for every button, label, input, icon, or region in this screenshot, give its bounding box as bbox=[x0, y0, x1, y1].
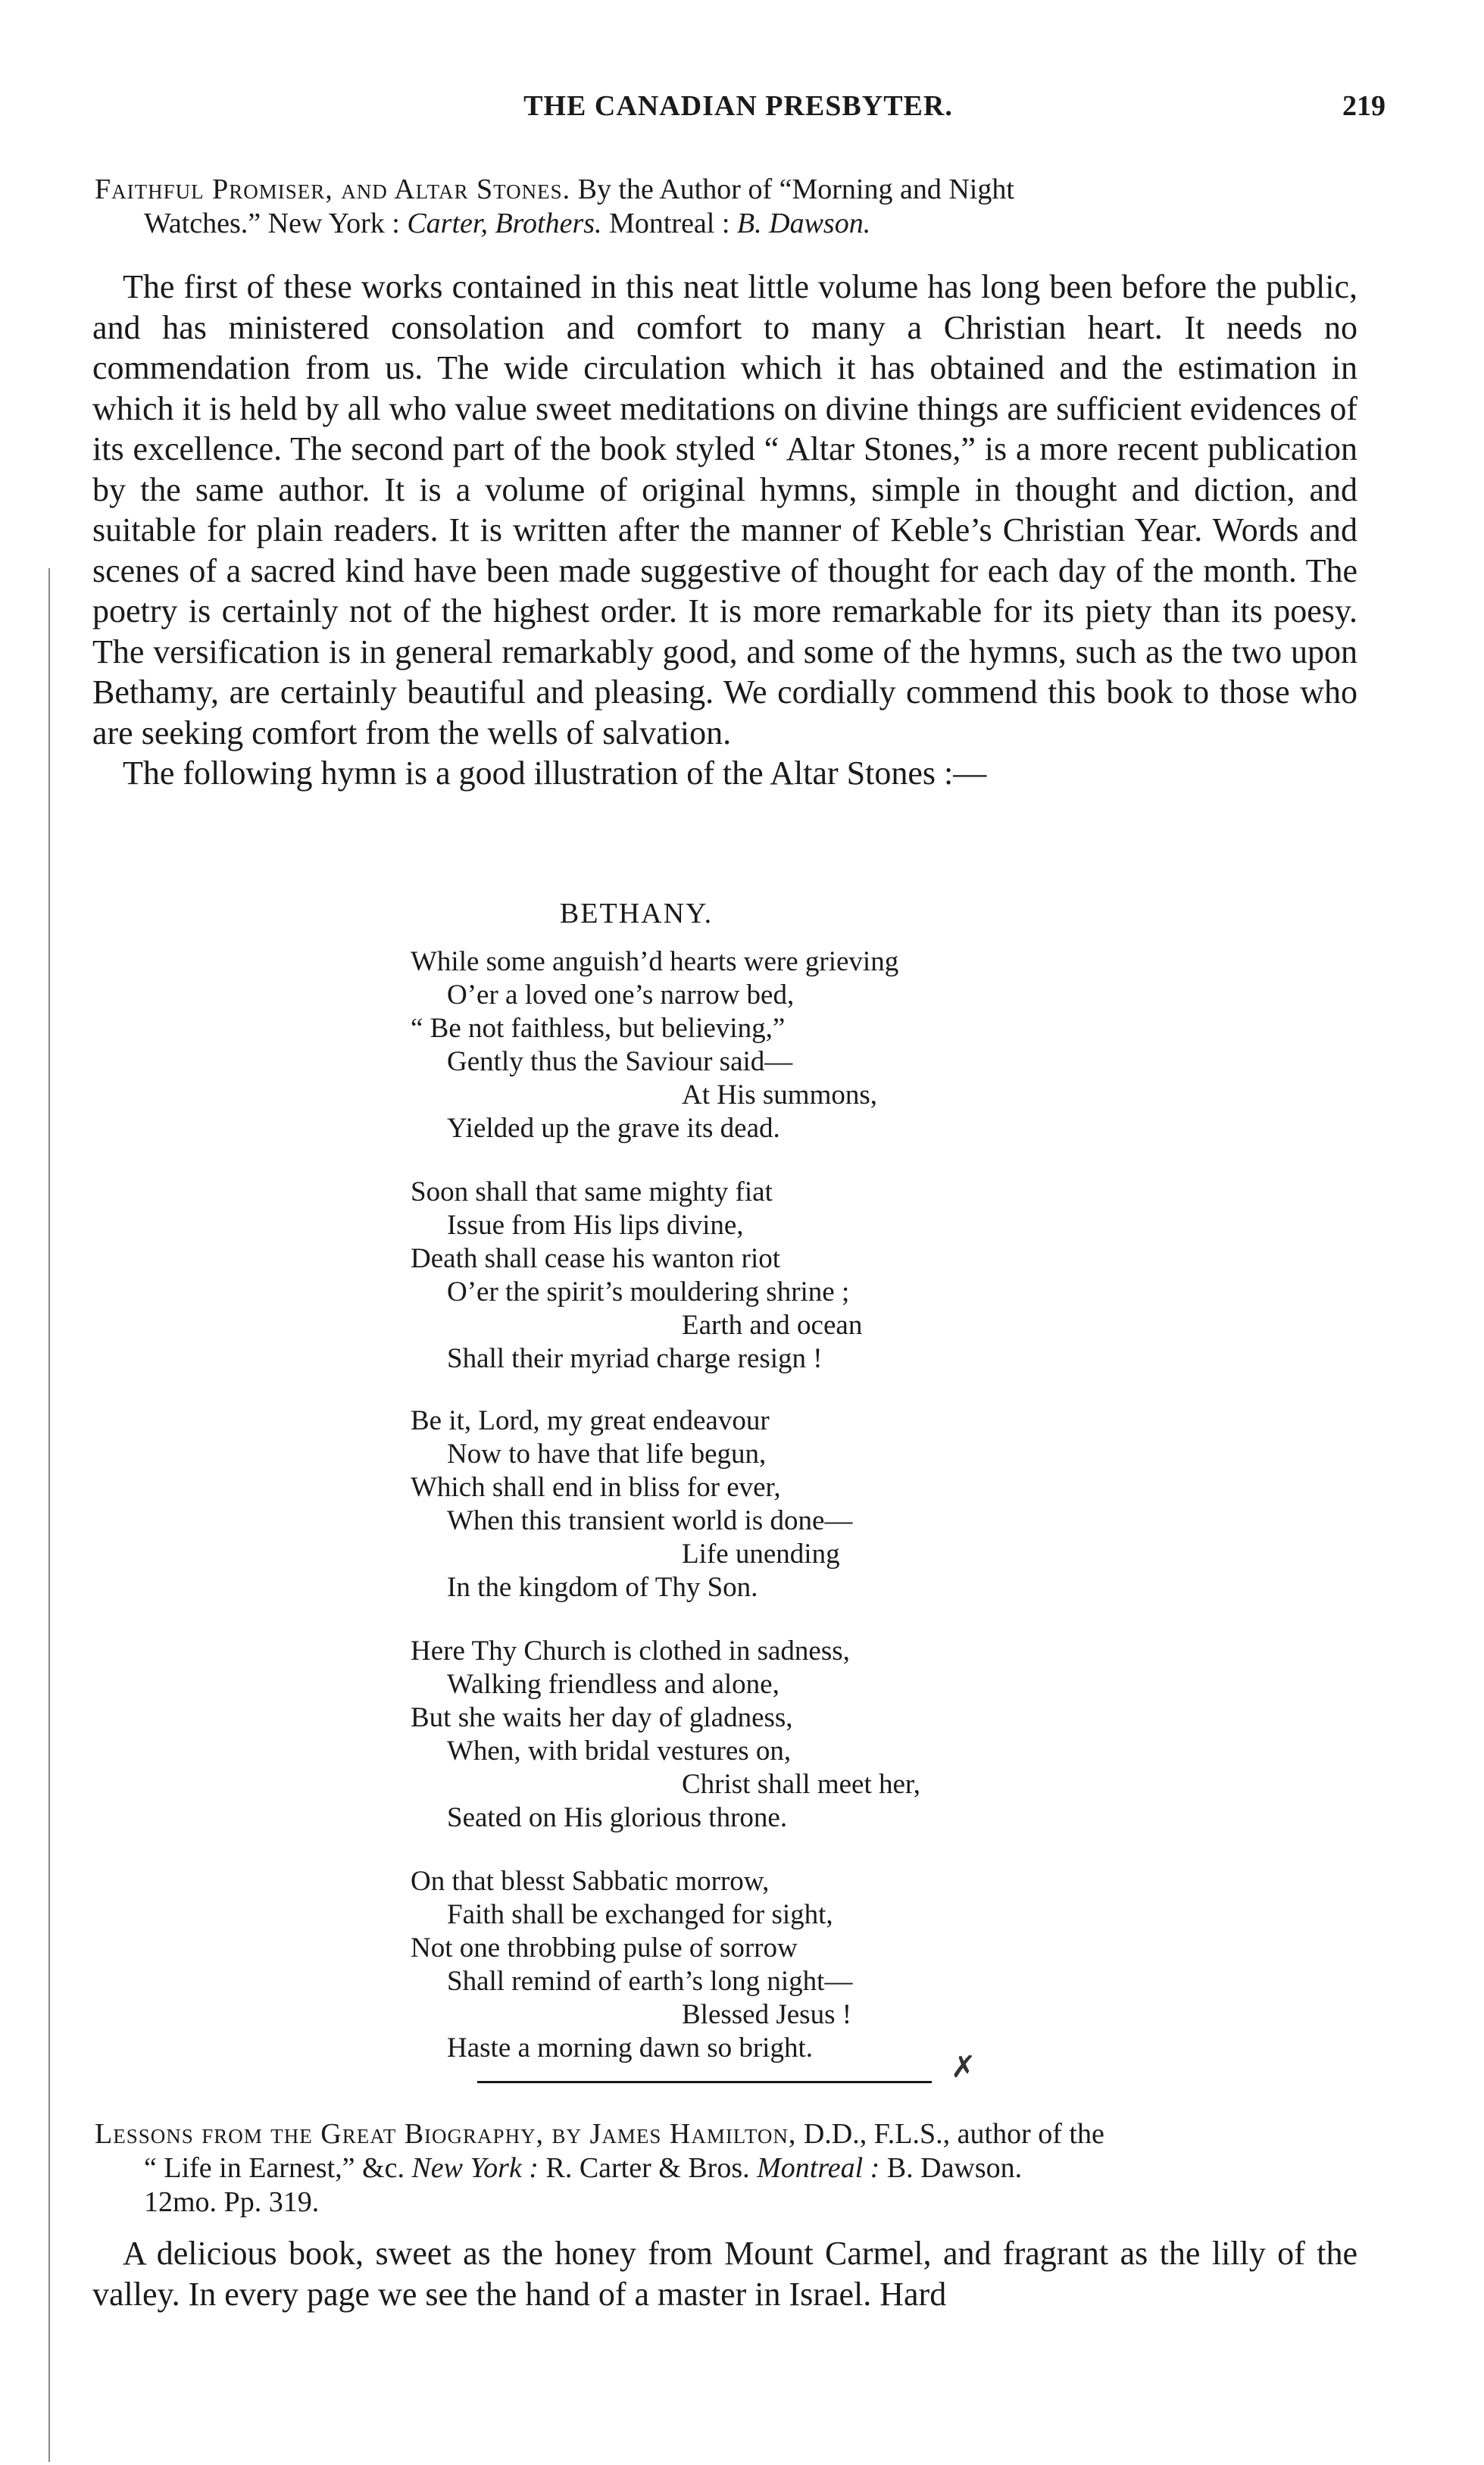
book-title-2: Lessons from the Great Biography, by James Hamilton, bbox=[95, 2118, 797, 2150]
book-title-1: Faithful Promiser, and Altar Stones. bbox=[95, 173, 571, 205]
binding-edge-line bbox=[48, 568, 50, 2462]
poem-line: Blessed Jesus ! bbox=[682, 1999, 852, 2030]
poem-line: “ Be not faithless, but believing,” bbox=[411, 1013, 786, 1044]
poem-line: Gently thus the Saviour said— bbox=[447, 1046, 793, 1077]
poem-line: Not one throbbing pulse of sorrow bbox=[411, 1932, 798, 1964]
poem-line: Shall remind of earth’s long night— bbox=[447, 1966, 853, 1997]
publication-place-1: Watches.” New York : bbox=[144, 207, 400, 239]
review-heading-2 bbox=[95, 2117, 1356, 2219]
poem-line: But she waits her day of gladness, bbox=[411, 1702, 793, 1733]
review-heading-1-line-2 bbox=[95, 207, 1356, 241]
review-heading-2-line-1 bbox=[95, 2117, 1356, 2151]
poem-line: Issue from His lips divine, bbox=[447, 1210, 744, 1241]
review-heading-1-line-1 bbox=[95, 173, 1356, 207]
poem-stanza-4 bbox=[411, 1635, 1092, 1835]
review-1-paragraph: The first of these works contained in this neat little volume has long been before the public, and has ministered consolation and comfort to many a Christian heart. It needs no commendation from us. The wide circulation which it has obtained and the estimation in which it is held by all who value sweet meditations on divine things are sufficient evidences of its excellence. The second part of the book styled “ Altar Stones,” is a more recent publication by the same author. It is a volume of original hymns, simple in thought and diction, and suitable for plain readers. It is written after the manner of Keble’s Christian Year. Words and scenes of a sacred kind have been made suggestive of thought for each day of the month. The poetry is certainly not of the highest order. It is more remarkable for its piety than its poesy. The versification is in general remarkably good, and some of the hymns, such as the two upon Bethamy, are certainly beautiful and pleasing. We cordially commend this book to those who are seeking comfort from the wells of salvation. bbox=[92, 268, 1357, 751]
poem-line: Shall their myriad charge resign ! bbox=[447, 1343, 823, 1374]
review-heading-1 bbox=[95, 173, 1356, 241]
publication-place-2: Montreal : bbox=[609, 207, 730, 239]
running-title: THE CANADIAN PRESBYTER. bbox=[523, 90, 953, 122]
author-credit: “ Life in Earnest,” &c. bbox=[144, 2151, 405, 2184]
poem-line: In the kingdom of Thy Son. bbox=[447, 1572, 758, 1603]
book-author-1: By the Author of “Morning and Night bbox=[577, 173, 1014, 205]
poem-line: Death shall cease his wanton riot bbox=[411, 1243, 781, 1274]
poem-line: Here Thy Church is clothed in sadness, bbox=[411, 1636, 850, 1667]
poem-line: Earth and ocean bbox=[682, 1310, 863, 1341]
review-heading-2-line-2 bbox=[95, 2151, 1356, 2185]
review-heading-2-line-3: 12mo. Pp. 319. bbox=[144, 2185, 320, 2218]
review-2-body bbox=[92, 2233, 1357, 2314]
page-number: 219 bbox=[1342, 90, 1386, 122]
poem-line: On that blesst Sabbatic morrow, bbox=[411, 1866, 770, 1897]
poem-line: O’er a loved one’s narrow bed, bbox=[447, 979, 795, 1011]
poem-line: Life unending bbox=[682, 1539, 840, 1570]
poem-line: O’er the spirit’s mouldering shrine ; bbox=[447, 1276, 850, 1307]
poem-line: When, with bridal vestures on, bbox=[447, 1735, 792, 1767]
poem-line: At His summons, bbox=[682, 1079, 878, 1111]
poem-stanza-2 bbox=[411, 1176, 1092, 1376]
pencil-mark-icon: ✗ bbox=[951, 2050, 976, 2084]
poem-line: Haste a morning dawn so bright. bbox=[447, 2032, 813, 2064]
poem-line: Seated on His glorious throne. bbox=[447, 1802, 788, 1833]
poem-line: Be it, Lord, my great endeavour bbox=[411, 1405, 770, 1436]
poem-line: Yielded up the grave its dead. bbox=[447, 1113, 780, 1144]
poem-line: Christ shall meet her, bbox=[682, 1769, 921, 1800]
poem-line: Faith shall be exchanged for sight, bbox=[447, 1899, 833, 1930]
poem-line: When this transient world is done— bbox=[447, 1505, 853, 1536]
poem-line: Which shall end in bliss for ever, bbox=[411, 1472, 781, 1503]
poem-line: While some anguish’d hearts were grieving bbox=[411, 946, 899, 977]
poem-stanza-3 bbox=[411, 1404, 1092, 1604]
section-divider bbox=[477, 2081, 932, 2083]
review-1-body bbox=[92, 267, 1357, 794]
bookseller-1: B. Dawson. bbox=[736, 207, 871, 239]
review-2-paragraph: A delicious book, sweet as the honey from Mount Carmel, and fragrant as the lilly of the valley. In every page we see the hand of a master in Israel. Hard bbox=[92, 2235, 1357, 2313]
poem-stanza-1 bbox=[411, 945, 1092, 1145]
bookseller-2: B. Dawson. bbox=[886, 2151, 1023, 2184]
running-head bbox=[91, 89, 1386, 135]
poem-line: Soon shall that same mighty fiat bbox=[411, 1176, 773, 1208]
poem-line: Now to have that life begun, bbox=[447, 1439, 767, 1470]
publication-place-4: Montreal : bbox=[757, 2151, 880, 2184]
poem-stanza-5 bbox=[411, 1865, 1092, 2065]
publisher-2: R. Carter & Bros. bbox=[545, 2151, 750, 2184]
poem-line: Walking friendless and alone, bbox=[447, 1669, 779, 1700]
publication-place-3: New York : bbox=[411, 2151, 539, 2184]
book-author-2: D.D., F.L.S., author of the bbox=[803, 2118, 1104, 2150]
poem-title: BETHANY. bbox=[559, 898, 714, 929]
hymn-intro: The following hymn is a good illustration of the Altar Stones :— bbox=[123, 754, 987, 792]
publisher-1: Carter, Brothers. bbox=[407, 207, 602, 239]
